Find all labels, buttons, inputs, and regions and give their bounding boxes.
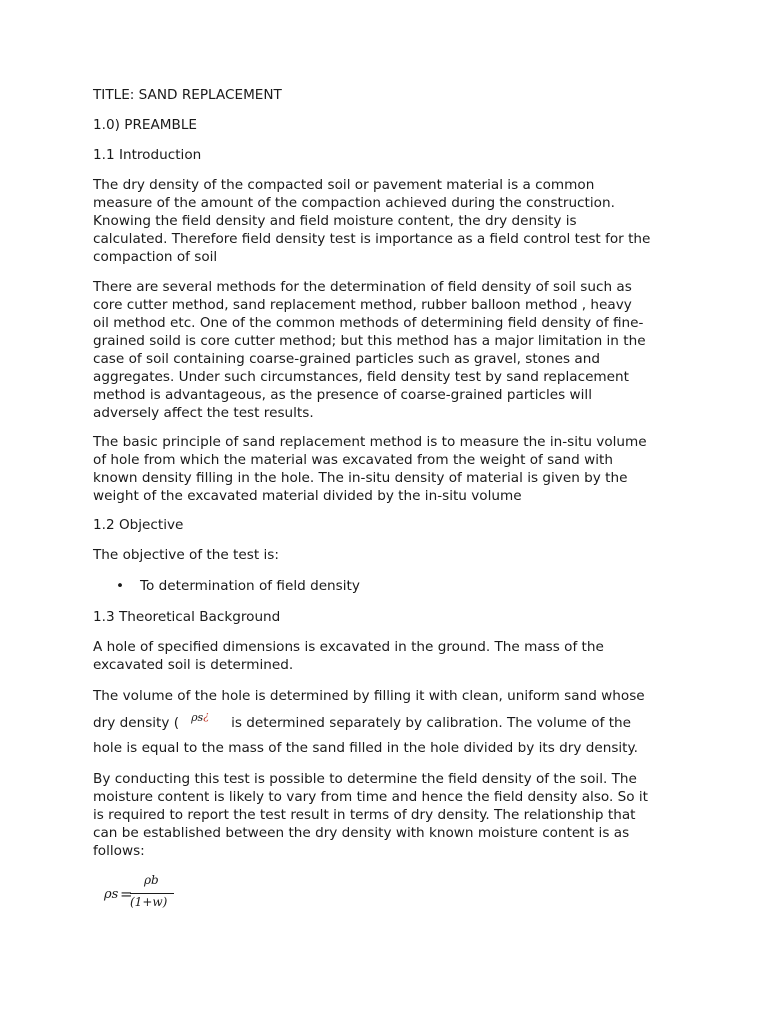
section-heading-objective: 1.2 Objective	[93, 517, 184, 533]
formula-numerator: ρb	[144, 873, 159, 887]
theory-paragraph-1: A hole of specified dimensions is excavated in the ground. The mass of the excavated soil is determined.	[93, 639, 604, 673]
missing-symbol-glyph: ¿	[203, 709, 210, 722]
section-heading-introduction: 1.1 Introduction	[93, 147, 202, 163]
theory-paragraph-2-line-1: The volume of the hole is determined by filling it with clean, uniform sand whose	[93, 688, 645, 704]
theory-paragraph-2-line-3: hole is equal to the mass of the sand filled in the hole divided by its dry density.	[93, 740, 638, 756]
formula-equals: =	[120, 885, 133, 903]
section-heading-theory: 1.3 Theoretical Background	[93, 609, 281, 625]
dry-density-symbol: ρs	[191, 711, 204, 724]
objective-lead-text: The objective of the test is:	[93, 547, 279, 563]
objective-bullet-text: To determination of field density	[140, 578, 360, 594]
document-title: TITLE: SAND REPLACEMENT	[93, 87, 282, 103]
intro-paragraph-2: There are several methods for the determination of field density of soil such as core cutter method, sand replacement method, rubber balloon method , heavy oil method etc. One of the common methods of determining field density of fine- grained soild is core cutter method; but this method has a major limitation in the case of soil containing coarse-grained particles such as gravel, stones and aggregates. Under such circumstances, field density test by sand replacement method is advantageous, as the presence of coarse-grained particles will adversely affect the test results.	[93, 279, 646, 421]
list-item	[116, 577, 360, 595]
theory-line-2-end: is determined separately by calibration. The volume of the	[231, 715, 632, 731]
formula-denominator: (1+w)	[130, 895, 168, 909]
intro-paragraph-1: The dry density of the compacted soil or pavement material is a common measure of the amount of the compaction achieved during the construction. Knowing the field density and field moisture content, the dry density is calculated. Therefore field density test is importance as a field control test for the compaction of soil	[93, 177, 651, 265]
theory-paragraph-2-line-2	[93, 709, 693, 733]
fraction-bar	[130, 893, 174, 894]
intro-paragraph-3: The basic principle of sand replacement method is to measure the in-situ volume of hole from which the material was excavated from the weight of sand with known density filling in the hole. The in-situ density of material is given by the weight of the excavated material divided by the in-situ volume	[93, 434, 647, 504]
section-heading-preamble: 1.0) PREAMBLE	[93, 117, 197, 133]
theory-paragraph-3: By conducting this test is possible to determine the field density of the soil. The moisture content is likely to vary from time and hence the field density also. So it is required to report the test result in terms of dry density. The relationship that can be established between the dry density with known moisture content is as follows:	[93, 771, 648, 859]
formula-lhs: ρs	[104, 887, 119, 902]
theory-line-2-start: dry density (	[93, 715, 180, 731]
bullet-icon: •	[116, 578, 125, 594]
